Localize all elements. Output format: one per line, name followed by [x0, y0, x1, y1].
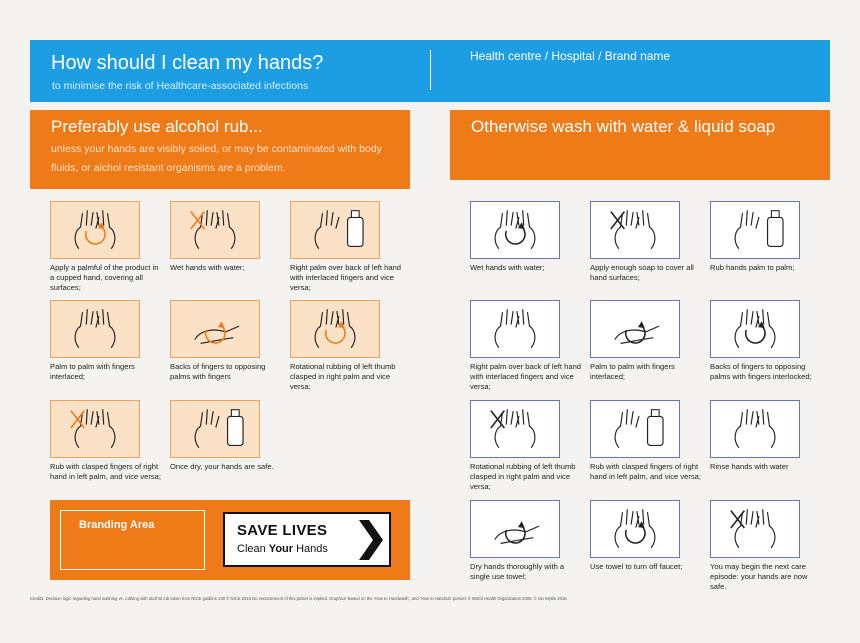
save-lives-tagline: Clean Your Hands [237, 543, 328, 555]
brand-name: Health centre / Hospital / Brand name [470, 49, 671, 63]
branding-area [60, 510, 205, 570]
hand-illustration-icon [711, 501, 799, 557]
alcohol-step-4-illustration [50, 300, 140, 358]
soap-step-8-caption: Rub with clasped fingers of right hand in left palm, and vice versa; [590, 462, 702, 481]
hand-illustration-icon [51, 202, 139, 258]
soap-step-11-caption: Use towel to turn off faucet; [590, 562, 683, 571]
hand-illustration-icon [171, 301, 259, 357]
hand-illustration-icon [591, 501, 679, 557]
soap-step-12-caption: You may begin the next care episode: your hands are now safe. [710, 562, 808, 591]
soap-step-5-caption: Palm to palm with fingers interlaced; [590, 362, 675, 381]
soap-step-9-caption: Rinse hands with water [710, 462, 789, 471]
hand-illustration-icon [711, 401, 799, 457]
alcohol-step-8-illustration [170, 400, 260, 458]
soap-step-7-caption: Rotational rubbing of left thumb clasped in right palm and vice versa; [470, 462, 576, 491]
hand-illustration-icon [51, 401, 139, 457]
alcohol-rub-header [30, 110, 410, 189]
soap-step-3-illustration [710, 201, 800, 259]
soap-step-9-illustration [710, 400, 800, 458]
alcohol-step-8-caption: Once dry, your hands are safe. [170, 462, 274, 471]
hand-illustration-icon [471, 501, 559, 557]
credits-text: Credits: Decision logic regarding hand washing vs. rubbing with alcohol rub taken from NICE guidline 139 © NICE 2015 No endorsement of this poster is implied. Graphics 'Based on the 'How to Handwash', and 'How to Handrub' posters © World Health Organization 2009. © Ian Wyllie 2016 [30, 596, 567, 601]
soap-step-12-illustration [710, 500, 800, 558]
soap-step-7-illustration [470, 400, 560, 458]
header-banner [30, 40, 830, 102]
alcohol-step-3-illustration [290, 201, 380, 259]
soap-step-4-caption: Right palm over back of left hand with interlaced fingers and vice versa; [470, 362, 582, 391]
hand-illustration-icon [291, 301, 379, 357]
alcohol-step-2-caption: Wet hands with water; [170, 263, 245, 272]
branding-area-label: Branding Area [79, 519, 155, 531]
alcohol-rub-description: unless your hands are visibly soiled, or may be contaminated with body fluids, or alchol resistant organisms are a problem. [51, 143, 382, 174]
save-lives-logo [223, 512, 391, 567]
alcohol-step-1-caption: Apply a palmful of the product in a cupped hand, covering all surfaces; [50, 263, 159, 292]
hand-illustration-icon [471, 401, 559, 457]
soap-step-6-illustration [710, 300, 800, 358]
save-lives-title: SAVE LIVES [237, 522, 328, 539]
alcohol-step-7-caption: Rub with clasped fingers of right hand in left palm, and vice versa; [50, 462, 162, 481]
alcohol-step-3-caption: Right palm over back of left hand with interlaced fingers and vice versa; [290, 263, 402, 292]
hand-illustration-icon [171, 202, 259, 258]
alcohol-step-6-illustration [290, 300, 380, 358]
soap-step-2-illustration [590, 201, 680, 259]
soap-wash-heading: Otherwise wash with water & liquid soap [471, 117, 776, 136]
hand-illustration-icon [471, 301, 559, 357]
alcohol-step-1-illustration [50, 201, 140, 259]
branding-box [50, 500, 410, 580]
page-title: How should I clean my hands? [51, 52, 324, 74]
soap-step-4-illustration [470, 300, 560, 358]
page-subtitle: to minimise the risk of Healthcare-associated infections [52, 80, 309, 92]
alcohol-step-5-illustration [170, 300, 260, 358]
hand-illustration-icon [471, 202, 559, 258]
soap-step-10-illustration [470, 500, 560, 558]
hand-illustration-icon [591, 301, 679, 357]
header-divider [430, 50, 431, 90]
soap-step-5-illustration [590, 300, 680, 358]
soap-step-3-caption: Rub hands palm to palm; [710, 263, 795, 272]
hand-illustration-icon [591, 202, 679, 258]
hand-illustration-icon [51, 301, 139, 357]
soap-step-8-illustration [590, 400, 680, 458]
alcohol-step-5-caption: Backs of fingers to opposing palms with fingers [170, 362, 266, 381]
soap-wash-header [450, 110, 830, 180]
hand-illustration-icon [291, 202, 379, 258]
chevron-right-icon [355, 517, 385, 563]
soap-step-1-caption: Wet hands with water; [470, 263, 545, 272]
soap-step-1-illustration [470, 201, 560, 259]
soap-step-10-caption: Dry hands thoroughly with a single use towel; [470, 562, 565, 581]
soap-step-11-illustration [590, 500, 680, 558]
alcohol-step-7-illustration [50, 400, 140, 458]
alcohol-step-4-caption: Palm to palm with fingers interlaced; [50, 362, 135, 381]
soap-step-2-caption: Apply enough soap to cover all hand surfaces; [590, 263, 694, 282]
soap-step-6-caption: Backs of fingers to opposing palms with fingers interlocked; [710, 362, 812, 381]
hand-illustration-icon [711, 301, 799, 357]
hand-illustration-icon [591, 401, 679, 457]
alcohol-step-6-caption: Rotational rubbing of left thumb clasped in right palm and vice versa; [290, 362, 396, 391]
hand-illustration-icon [711, 202, 799, 258]
alcohol-step-2-illustration [170, 201, 260, 259]
alcohol-rub-heading: Preferably use alcohol rub... [51, 117, 263, 136]
hand-illustration-icon [171, 401, 259, 457]
